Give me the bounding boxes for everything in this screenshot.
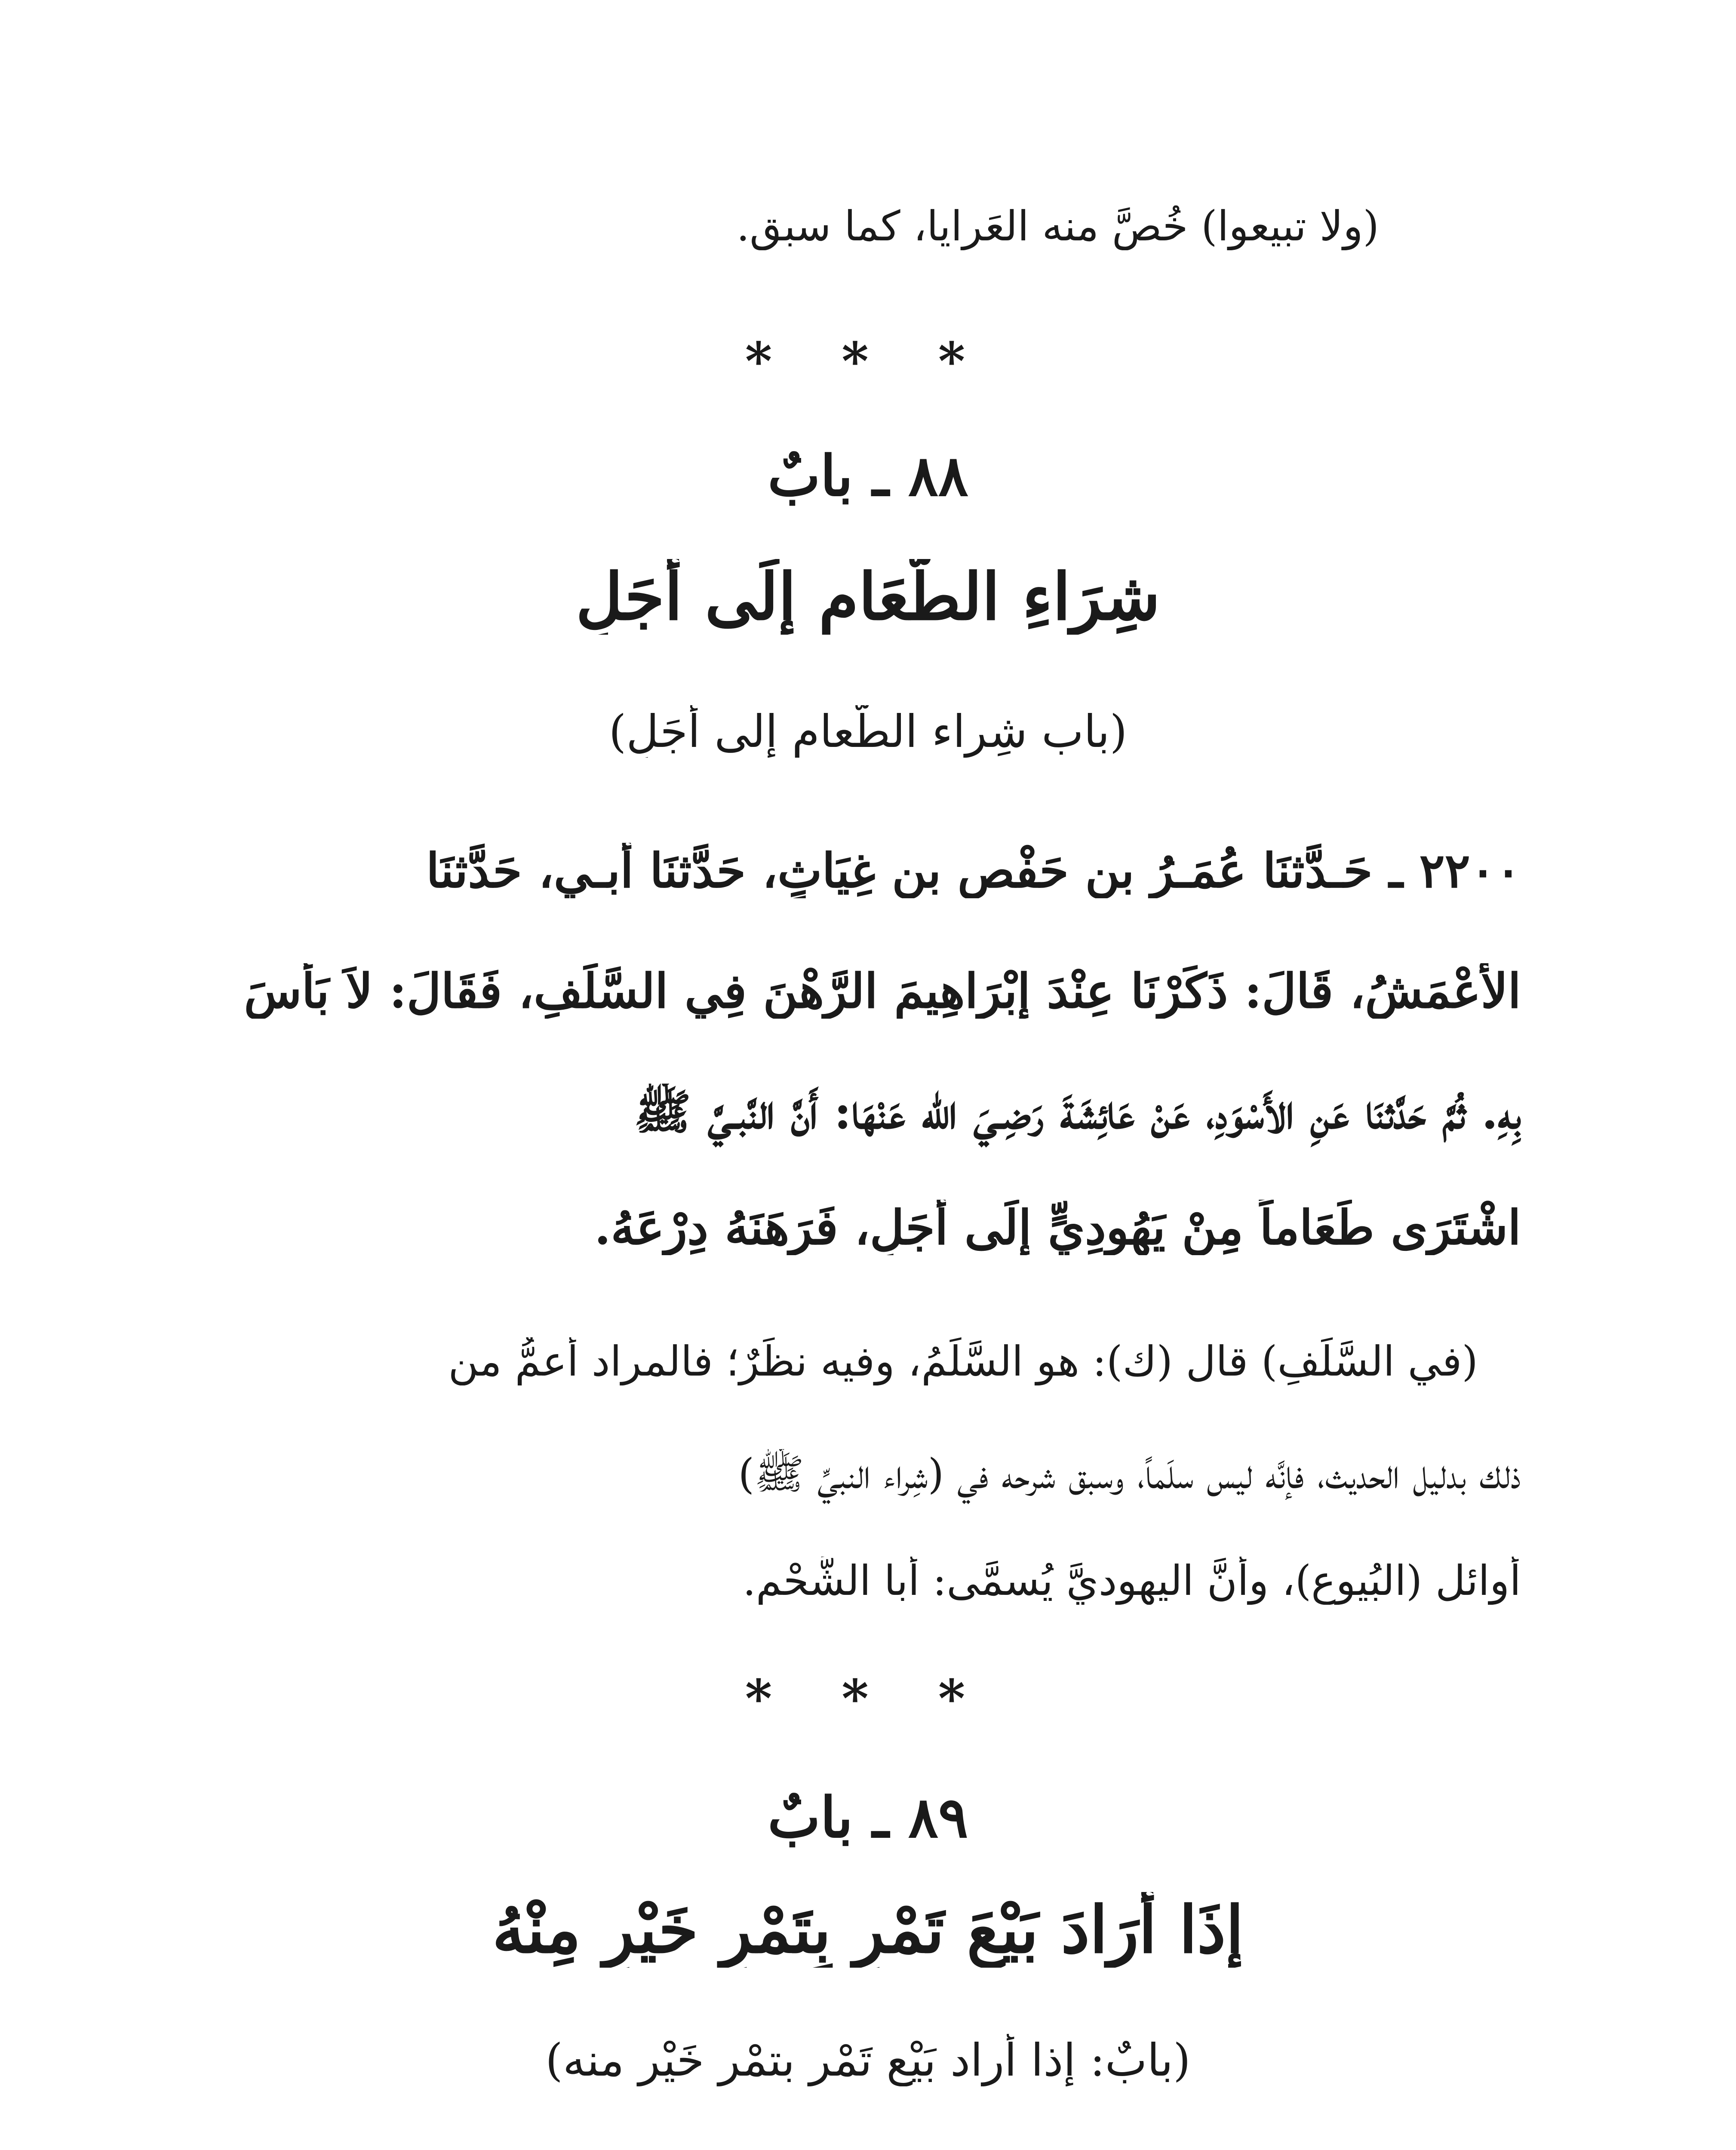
hadith-2200-line-2: الأَعْمَشُ، قَالَ: ذَكَرْنَا عِنْدَ إِبْرَاهِيمَ الرَّهْنَ فِي السَّلَفِ، فَقَالَ: لاَ بَأْسَ [244,963,1521,1019]
separator-stars: * * * [745,1668,991,1729]
hadith-2200-line-4: اشْتَرَى طَعَاماً مِنْ يَهُودِيٍّ إِلَى أَجَلٍ، فَرَهَنَهُ دِرْعَهُ. [594,1200,1521,1255]
chapter-89-number: ٨٩ ـ بابٌ [768,1784,968,1850]
commentary-2200-line-1: (في السَّلَفِ) قال (ك): هو السَّلَمُ، وفيه نظَرٌ؛ فالمراد أعمُّ من [448,1337,1478,1385]
intro-comment: (ولا تبيعوا) خُصَّ منه العَرايا، كما سبق. [736,202,1379,250]
separator-stars: * * * [745,331,991,392]
chapter-89-title: إِذَا أَرَادَ بَيْعَ تَمْرٍ بِتَمْرٍ خَيْرٍ مِنْهُ [492,1892,1244,1968]
chapter-88-paren-title: (باب شِراء الطَّعام إلى أَجَلٍ) [608,705,1128,758]
chapter-88-title: شِرَاءِ الطَّعَامِ إِلَى أَجَلٍ [575,559,1161,635]
commentary-2200-line-3: أوائل (البُيوع)، وأنَّ اليهوديَّ يُسمَّى: أبا الشَّحْم. [743,1557,1521,1605]
commentary-2200-line-2: ذلك بدليل الحديث، فإنَّه ليس سلَماً، وسبق شرحه في (شِراء النبيِّ ﷺ) [738,1450,1521,1498]
chapter-89-paren-title: (بابٌ: إذا أَراد بَيْع تَمْرٍ بتمْرٍ خَيْرٍ منه) [545,2034,1191,2086]
hadith-2200-line-3: بِهِ. ثُمَّ حَدَّثنَا عَنِ الأَسْوَدِ، عَنْ عَائِشَةَ رَضِـيَ الله عَنْهَا: أَنَّ النَّبـيَّ ﷺ [634,1084,1521,1140]
chapter-88-number: ٨٨ ـ بابٌ [768,443,968,509]
hadith-2200-line-1: ٢٢٠٠ ـ حَـدَّثنَا عُمَـرُ بن حَفْصِ بن غِيَاثٍ، حَدَّثنَا أَبـي، حَدَّثنَا [426,843,1521,898]
